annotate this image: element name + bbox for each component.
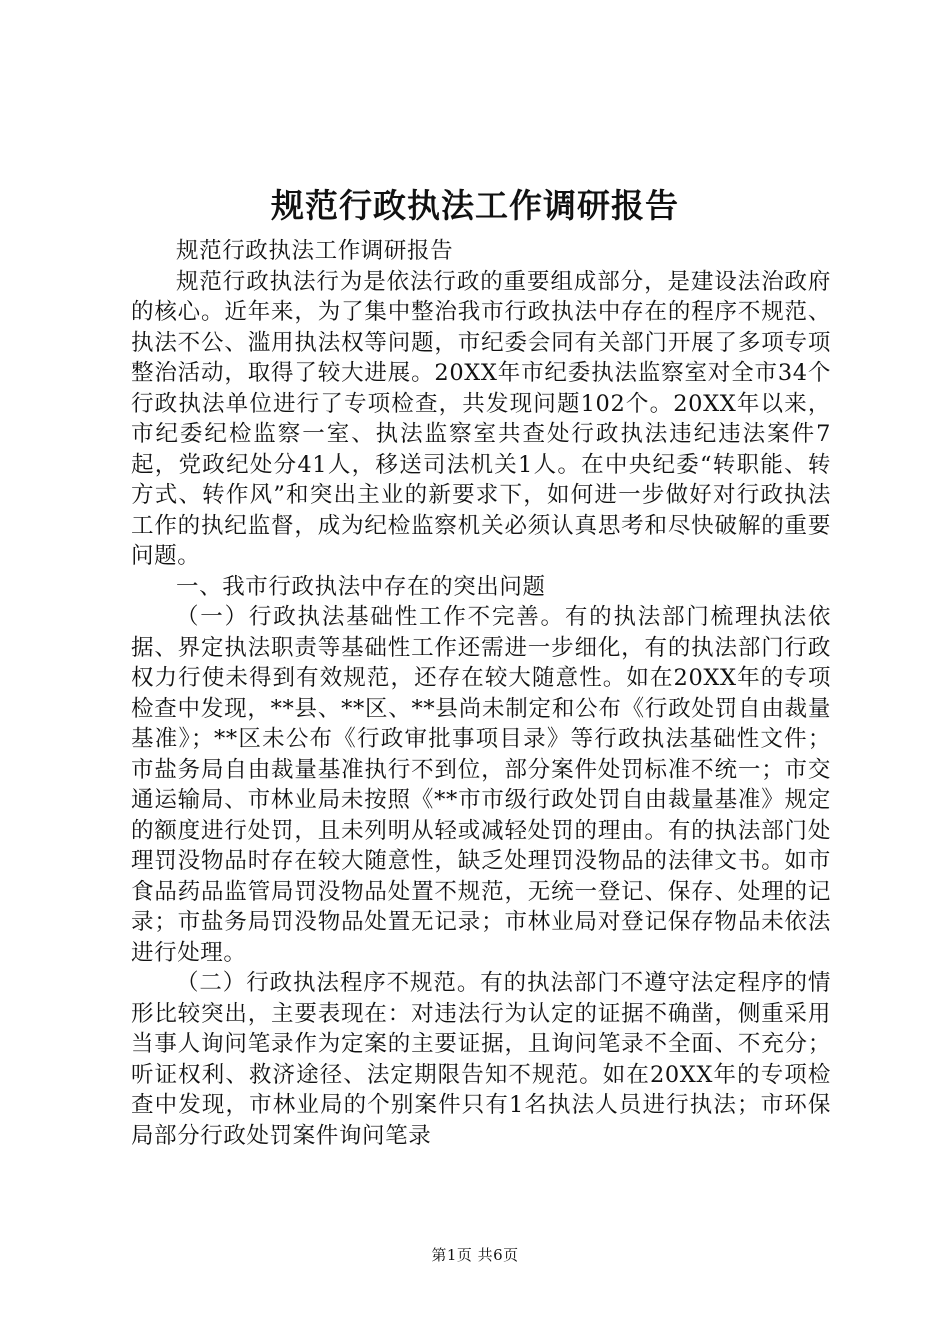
section-heading: 一、我市行政执法中存在的突出问题	[176, 573, 546, 600]
document-title: 规范行政执法工作调研报告	[271, 186, 679, 225]
paragraph-intro: 规范行政执法行为是依法行政的重要组成部分，是建设法治政府的核心。近年来，为了集中整治我市行政执法中存在的程序不规范、执法不公、滥用执法权等问题，市纪委会同有关部门开展了多项专项整治活动，取得了较大进展。20XX年市纪委执法监察室对全市34个行政执法单位进行了专项检查，共发现问题102个。20XX年以来，市纪委纪检监察一室、执法监察室共查处行政执法违纪违法案件7起，党政纪处分41人，移送司法机关1人。在中央纪委“转职能、转方式、转作风”和突出主业的新要求下，如何进一步做好对行政执法工作的执纪监督，成为纪检监察机关必须认真思考和尽快破解的重要问题。	[131, 268, 831, 569]
document-body	[131, 236, 831, 1151]
paragraph-issue-2: （二）行政执法程序不规范。有的执法部门不遵守法定程序的情形比较突出，主要表现在：对违法行为认定的证据不确凿，侧重采用当事人询问笔录作为定案的主要证据，且询问笔录不全面、不充分；听证权利、救济途径、法定期限告知不规范。如在20XX年的专项检查中发现，市林业局的个别案件只有1名执法人员进行执法；市环保局部分行政处罚案件询问笔录	[131, 970, 831, 1149]
page-number-footer: 第1页 共6页	[431, 1246, 519, 1264]
paragraph-issue-1: （一）行政执法基础性工作不完善。有的执法部门梳理执法依据、界定执法职责等基础性工作还需进一步细化，有的执法部门行政权力行使未得到有效规范，还存在较大随意性。如在20XX年的专项检查中发现，**县、**区、**县尚未制定和公布《行政处罚自由裁量基准》；**区未公布《行政审批事项目录》等行政执法基础性文件；市盐务局自由裁量基准执行不到位，部分案件处罚标准不统一；市交通运输局、市林业局未按照《**市市级行政处罚自由裁量基准》规定的额度进行处罚，且未列明从轻或减轻处罚的理由。有的执法部门处理罚没物品时存在较大随意性，缺乏处理罚没物品的法律文书。如市食品药品监管局罚没物品处置不规范，无统一登记、保存、处理的记录；市盐务局罚没物品处置无记录；市林业局对登记保存物品未依法进行处理。	[131, 604, 831, 966]
paragraph-subtitle: 规范行政执法工作调研报告	[176, 238, 454, 264]
